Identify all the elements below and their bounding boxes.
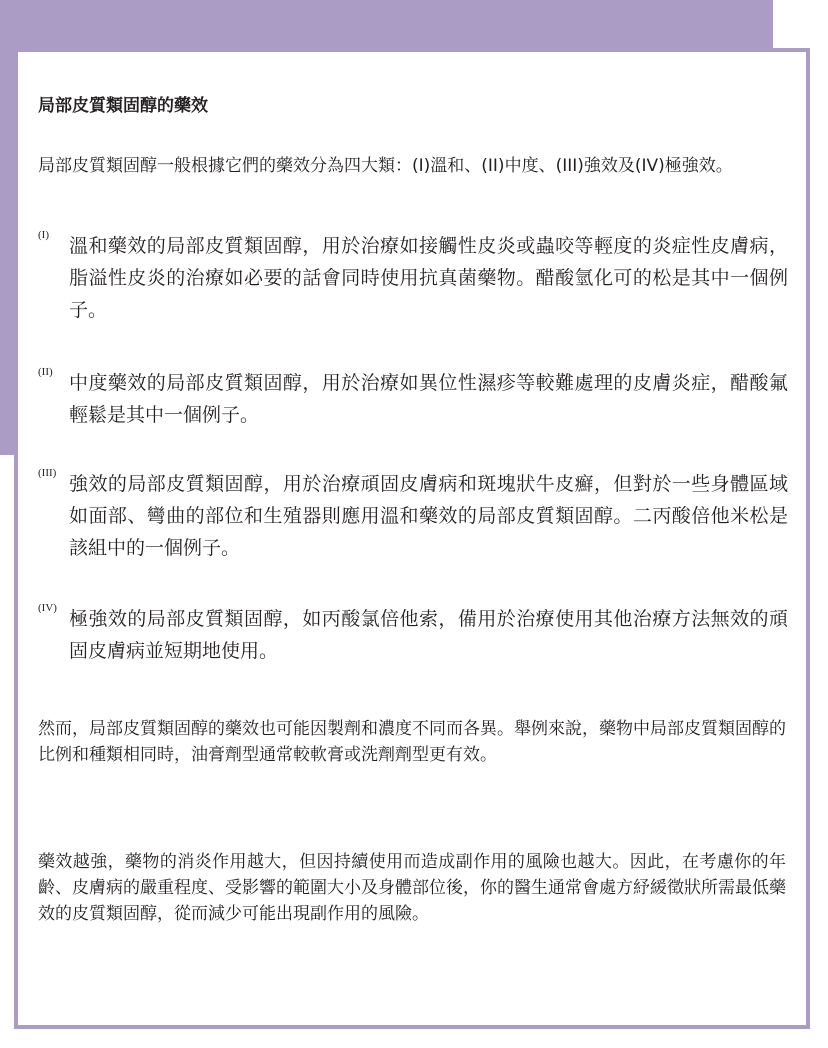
potency-item-very-potent [38,603,788,667]
decorative-top-band [0,0,773,48]
item-marker: (IV) [38,602,57,614]
risk-paragraph: 藥效越強，藥物的消炎作用越大，但因持續使用而造成副作用的風險也越大。因此，在考慮你的年齡、皮膚病的嚴重程度、受影響的範圍大小及身體部位後，你的醫生通常會處方紓緩徵狀所需最低藥效的皮質類固醇，從而減少可能出現副作用的風險。 [38,852,786,924]
item-text: 中度藥效的局部皮質類固醇，用於治療如異位性濕疹等較難處理的皮膚炎症，醋酸氟輕鬆是其中一個例子。 [69,372,788,426]
item-marker: (III) [38,467,57,479]
item-marker: (I) [38,229,49,241]
item-text: 溫和藥效的局部皮質類固醇，用於治療如接觸性皮炎或蟲咬等輕度的炎症性皮膚病，脂溢性皮炎的治療如必要的話會同時使用抗真菌藥物。醋酸氫化可的松是其中一個例子。 [69,235,788,321]
potency-item-moderate [38,367,788,431]
section-title: 局部皮質類固醇的藥效 [38,96,208,116]
item-text: 極強效的局部皮質類固醇，如丙酸氯倍他索，備用於治療使用其他治療方法無效的頑固皮膚病並短期地使用。 [69,608,788,662]
potency-item-potent [38,468,788,564]
intro-paragraph: 局部皮質類固醇一般根據它們的藥效分為四大類：(I)溫和、(II)中度、(III)強效及(IV)極強效。 [38,156,733,176]
decorative-left-band [0,0,14,455]
potency-item-mild [38,230,788,326]
formulation-paragraph: 然而，局部皮質類固醇的藥效也可能因製劑和濃度不同而各異。舉例來說，藥物中局部皮質類固醇的比例和種類相同時，油膏劑型通常較軟膏或洗劑劑型更有效。 [38,719,786,765]
item-marker: (II) [38,366,53,378]
item-text: 強效的局部皮質類固醇，用於治療頑固皮膚病和斑塊狀牛皮癬，但對於一些身體區域如面部、彎曲的部位和生殖器則應用溫和藥效的局部皮質類固醇。二丙酸倍他米松是該組中的一個例子。 [69,473,788,559]
